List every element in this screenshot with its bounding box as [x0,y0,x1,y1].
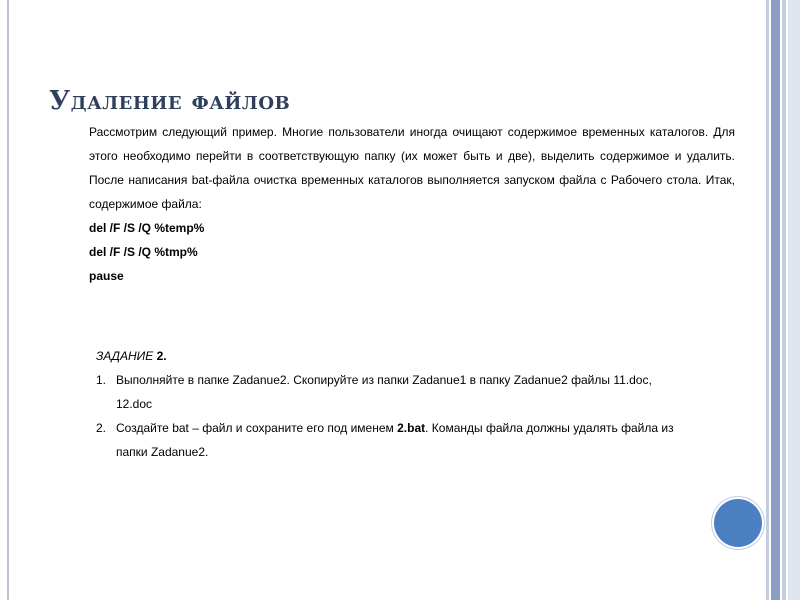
task-item-text-after: . Команды файла должны удалять файла из папки Zadanue2. [116,421,674,459]
list-marker: 2. [96,421,107,435]
task-item-text-before: Создайте bat – файл и сохраните его под именем [116,421,398,435]
task-heading-label: ЗАДАНИЕ [96,349,154,363]
left-border-line [7,0,9,600]
intro-paragraph: Рассмотрим следующий пример. Многие пользователи иногда очищают содержимое временных каталогов. Для этого необходимо перейти в соответствующую папку (их может быть и две), выделить содержимое и удалить. После написания bat-файла очистка временных каталогов выполняется запуском файла с Рабочего стола. Итак, содержимое файла: [89,125,735,211]
task-item-2 [92,416,682,464]
task-item-text: Выполняйте в папке Zadanue2. Скопируйте из папки Zadanue1 в папку Zadanue2 файлы 11.doc, 12.doc [116,373,652,411]
code-line-temp: del /F /S /Q %temp% [89,221,205,235]
stripe [782,0,786,600]
bat-filename: 2.bat [397,421,426,435]
stripe [771,0,780,600]
body-text [89,120,735,288]
task-heading-number: 2. [156,349,167,363]
code-line-pause: pause [89,269,124,283]
task-block [92,344,692,464]
slide-title: Удаление файлов [49,86,291,116]
code-line-tmp: del /F /S /Q %tmp% [89,245,198,259]
task-heading [96,344,692,368]
list-marker: 1. [96,373,107,387]
stripe [788,0,800,600]
task-list [92,368,692,464]
right-decorative-stripes [766,0,800,600]
stripe [766,0,769,600]
task-item-1 [92,368,682,416]
decorative-circle [714,499,762,547]
